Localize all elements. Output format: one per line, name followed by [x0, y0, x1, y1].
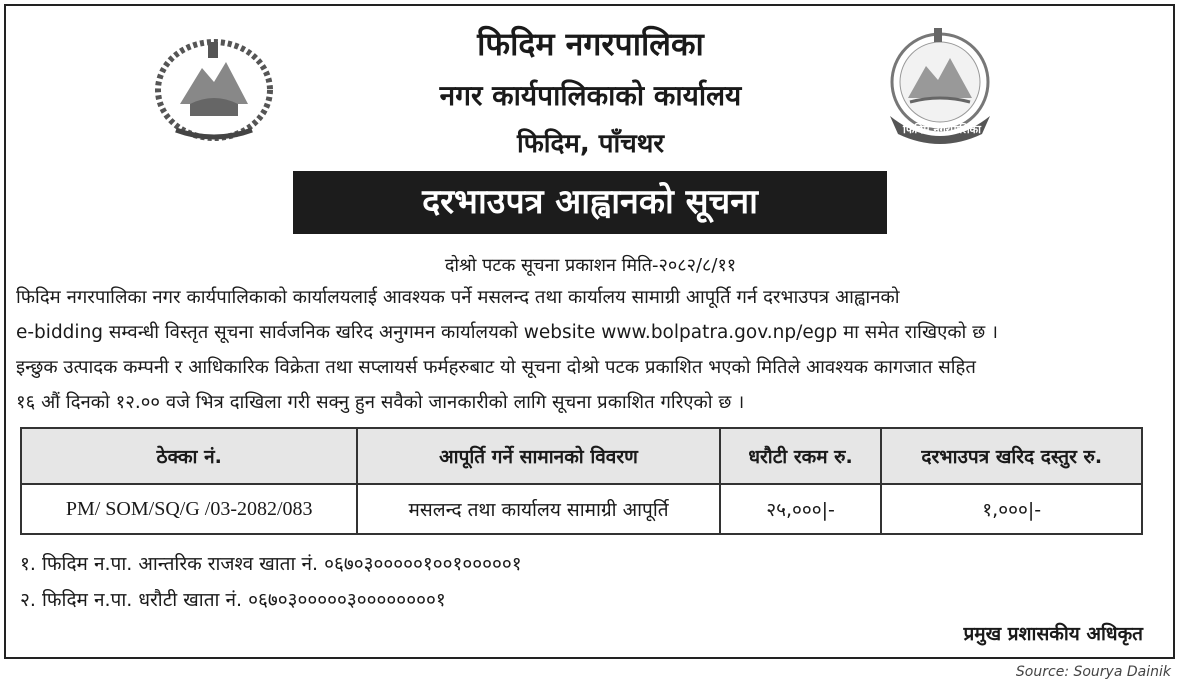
col-contract-no: ठेक्का नं. — [21, 428, 357, 484]
table-header-row — [21, 428, 1142, 484]
logo-ribbon-text: फिदिम नगरपालिका — [903, 123, 981, 136]
col-description: आपूर्ति गर्ने सामानको विवरण — [357, 428, 719, 484]
revenue-account-line: १. फिदिम न.पा. आन्तरिक राजश्व खाता नं. ०६७०३०००००१००१०००००१ — [20, 553, 522, 575]
signatory-title: प्रमुख प्रशासकीय अधिकृत — [963, 623, 1143, 645]
body-line: e-bidding सम्वन्धी विस्तृत सूचना सार्वजनिक खरिद अनुगमन कार्यालयको website www.bolpatra.gov.np/egp मा समेत राखिएको छ । — [16, 322, 999, 343]
body-line: १६ औं दिनको १२.०० वजे भित्र दाखिला गरी सक्नु हुन सवैको जानकारीको लागि सूचना प्रकाशित गरिएको छ । — [16, 392, 745, 413]
publication-date: दोश्रो पटक सूचना प्रकाशन मिति-२०८२/८/११ — [444, 255, 737, 276]
deposit-account-line: २. फिदिम न.पा. धरौटी खाता नं. ०६७०३०००००३००००००००१ — [20, 589, 446, 611]
cell-deposit: २५,०००|- — [720, 484, 882, 534]
municipality-name: फिदिम नगरपालिका — [477, 25, 704, 63]
col-deposit: धरौटी रकम रु. — [720, 428, 882, 484]
cell-description: मसलन्द तथा कार्यालय सामाग्री आपूर्ति — [357, 484, 719, 534]
notice-body — [16, 280, 1166, 420]
cell-contract-no: PM/ SOM/SQ/G /03-2082/083 — [21, 484, 357, 534]
notice-title-banner: दरभाउपत्र आह्वानको सूचना — [293, 171, 887, 234]
office-location: फिदिम, पाँचथर — [516, 129, 665, 159]
source-credit: Source: Sourya Dainik — [1015, 664, 1171, 680]
table-row — [21, 484, 1142, 534]
bid-table — [20, 427, 1143, 535]
body-line: इन्छुक उत्पादक कम्पनी र आधिकारिक विक्रेता तथा सप्लायर्स फर्महरुबाट यो सूचना दोश्रो पटक प्रकाशित भएको मितिले आवश्यक कागजात सहित — [16, 357, 976, 378]
col-bid-fee: दरभाउपत्र खरिद दस्तुर रु. — [881, 428, 1142, 484]
cell-bid-fee: १,०००|- — [881, 484, 1142, 534]
office-name: नगर कार्यपालिकाको कार्यालय — [439, 79, 742, 112]
body-line: फिदिम नगरपालिका नगर कार्यपालिकाको कार्यालयलाई आवश्यक पर्ने मसलन्द तथा कार्यालय सामाग्री आपूर्ति गर्न दरभाउपत्र आह्वानको — [16, 287, 900, 308]
